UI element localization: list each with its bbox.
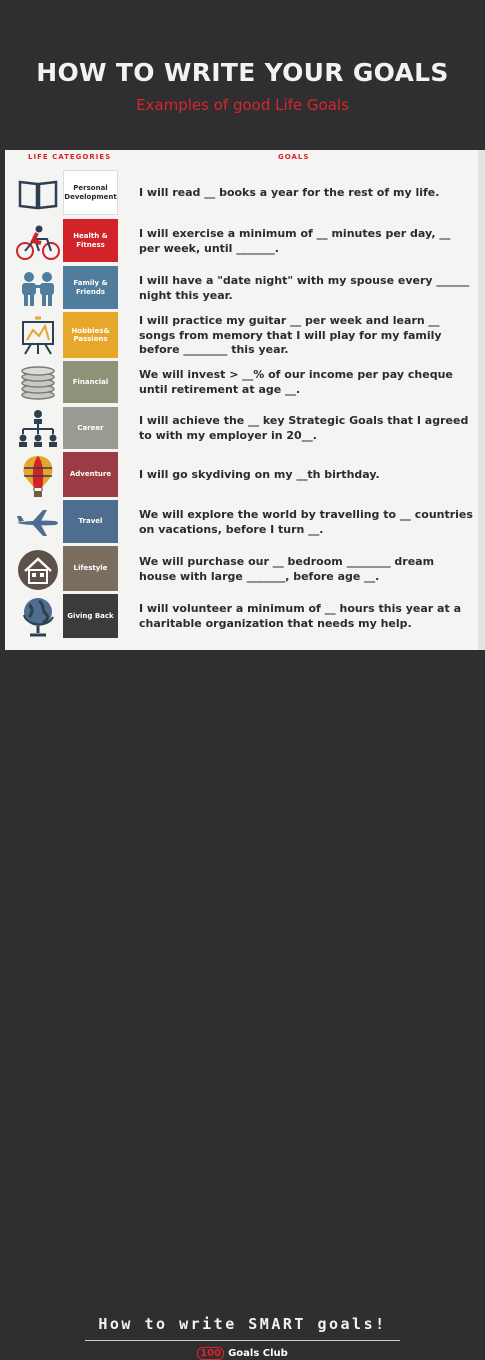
coins-icon bbox=[10, 361, 65, 405]
footer-divider bbox=[85, 1340, 400, 1341]
category-label: Hobbies& Passions bbox=[63, 312, 118, 358]
category-label: Financial bbox=[63, 361, 118, 403]
brand-logo-icon: 100 bbox=[197, 1347, 224, 1360]
category-label: Giving Back bbox=[63, 594, 118, 638]
goal-text: I will go skydiving on my __th birthday. bbox=[139, 468, 380, 482]
cyclist-icon bbox=[10, 219, 65, 264]
book-icon bbox=[10, 170, 65, 217]
category-label: Career bbox=[63, 407, 118, 449]
footer bbox=[0, 650, 485, 1359]
column-header-categories: LIFE CATEGORIES bbox=[28, 153, 112, 161]
category-label: Adventure bbox=[63, 452, 118, 497]
panel-shadow bbox=[478, 150, 485, 650]
page-title: HOW TO WRITE YOUR GOALS bbox=[36, 58, 449, 87]
goal-text: We will explore the world by travelling to __ countries on vacations, before I turn __. bbox=[139, 507, 473, 536]
brand-name: Goals Club bbox=[228, 1348, 288, 1359]
category-label: Travel bbox=[63, 500, 118, 543]
category-label: Health & Fitness bbox=[63, 219, 118, 262]
house-icon bbox=[10, 546, 65, 593]
category-label: Personal Development bbox=[63, 170, 118, 215]
category-label: Family & Friends bbox=[63, 266, 118, 309]
page-subtitle: Examples of good Life Goals bbox=[136, 96, 349, 114]
smart-goals-cta: How to write SMART goals! bbox=[98, 1315, 387, 1333]
brand bbox=[0, 1347, 485, 1360]
org-chart-icon bbox=[10, 407, 65, 451]
goal-text: I will exercise a minimum of __ minutes per day, __ per week, until _______. bbox=[139, 226, 451, 255]
people-icon bbox=[10, 266, 65, 311]
goal-text: We will invest > __% of our income per pay cheque until retirement at age __. bbox=[139, 368, 453, 396]
goal-text: I will read __ books a year for the rest of my life. bbox=[139, 186, 440, 200]
category-label: Lifestyle bbox=[63, 546, 118, 591]
hot-air-balloon-icon bbox=[10, 452, 65, 499]
goal-text: I will achieve the __ key Strategic Goals that I agreed to with my employer in 20__. bbox=[139, 414, 469, 442]
goal-text: We will purchase our __ bedroom ________ dream house with large _______, before age __. bbox=[139, 554, 435, 583]
globe-icon bbox=[10, 594, 65, 640]
goal-text: I will volunteer a minimum of __ hours this year at a charitable organization that needs my help. bbox=[139, 602, 461, 630]
easel-icon bbox=[10, 312, 65, 360]
goal-text: I will have a "date night" with my spouse every ______ night this year. bbox=[139, 273, 470, 302]
column-header-goals: GOALS bbox=[278, 153, 310, 161]
airplane-icon bbox=[10, 500, 65, 545]
header bbox=[0, 0, 485, 150]
goal-text: I will practice my guitar __ per week and learn __ songs from memory that I will play for my family before ________ this year. bbox=[139, 313, 442, 357]
